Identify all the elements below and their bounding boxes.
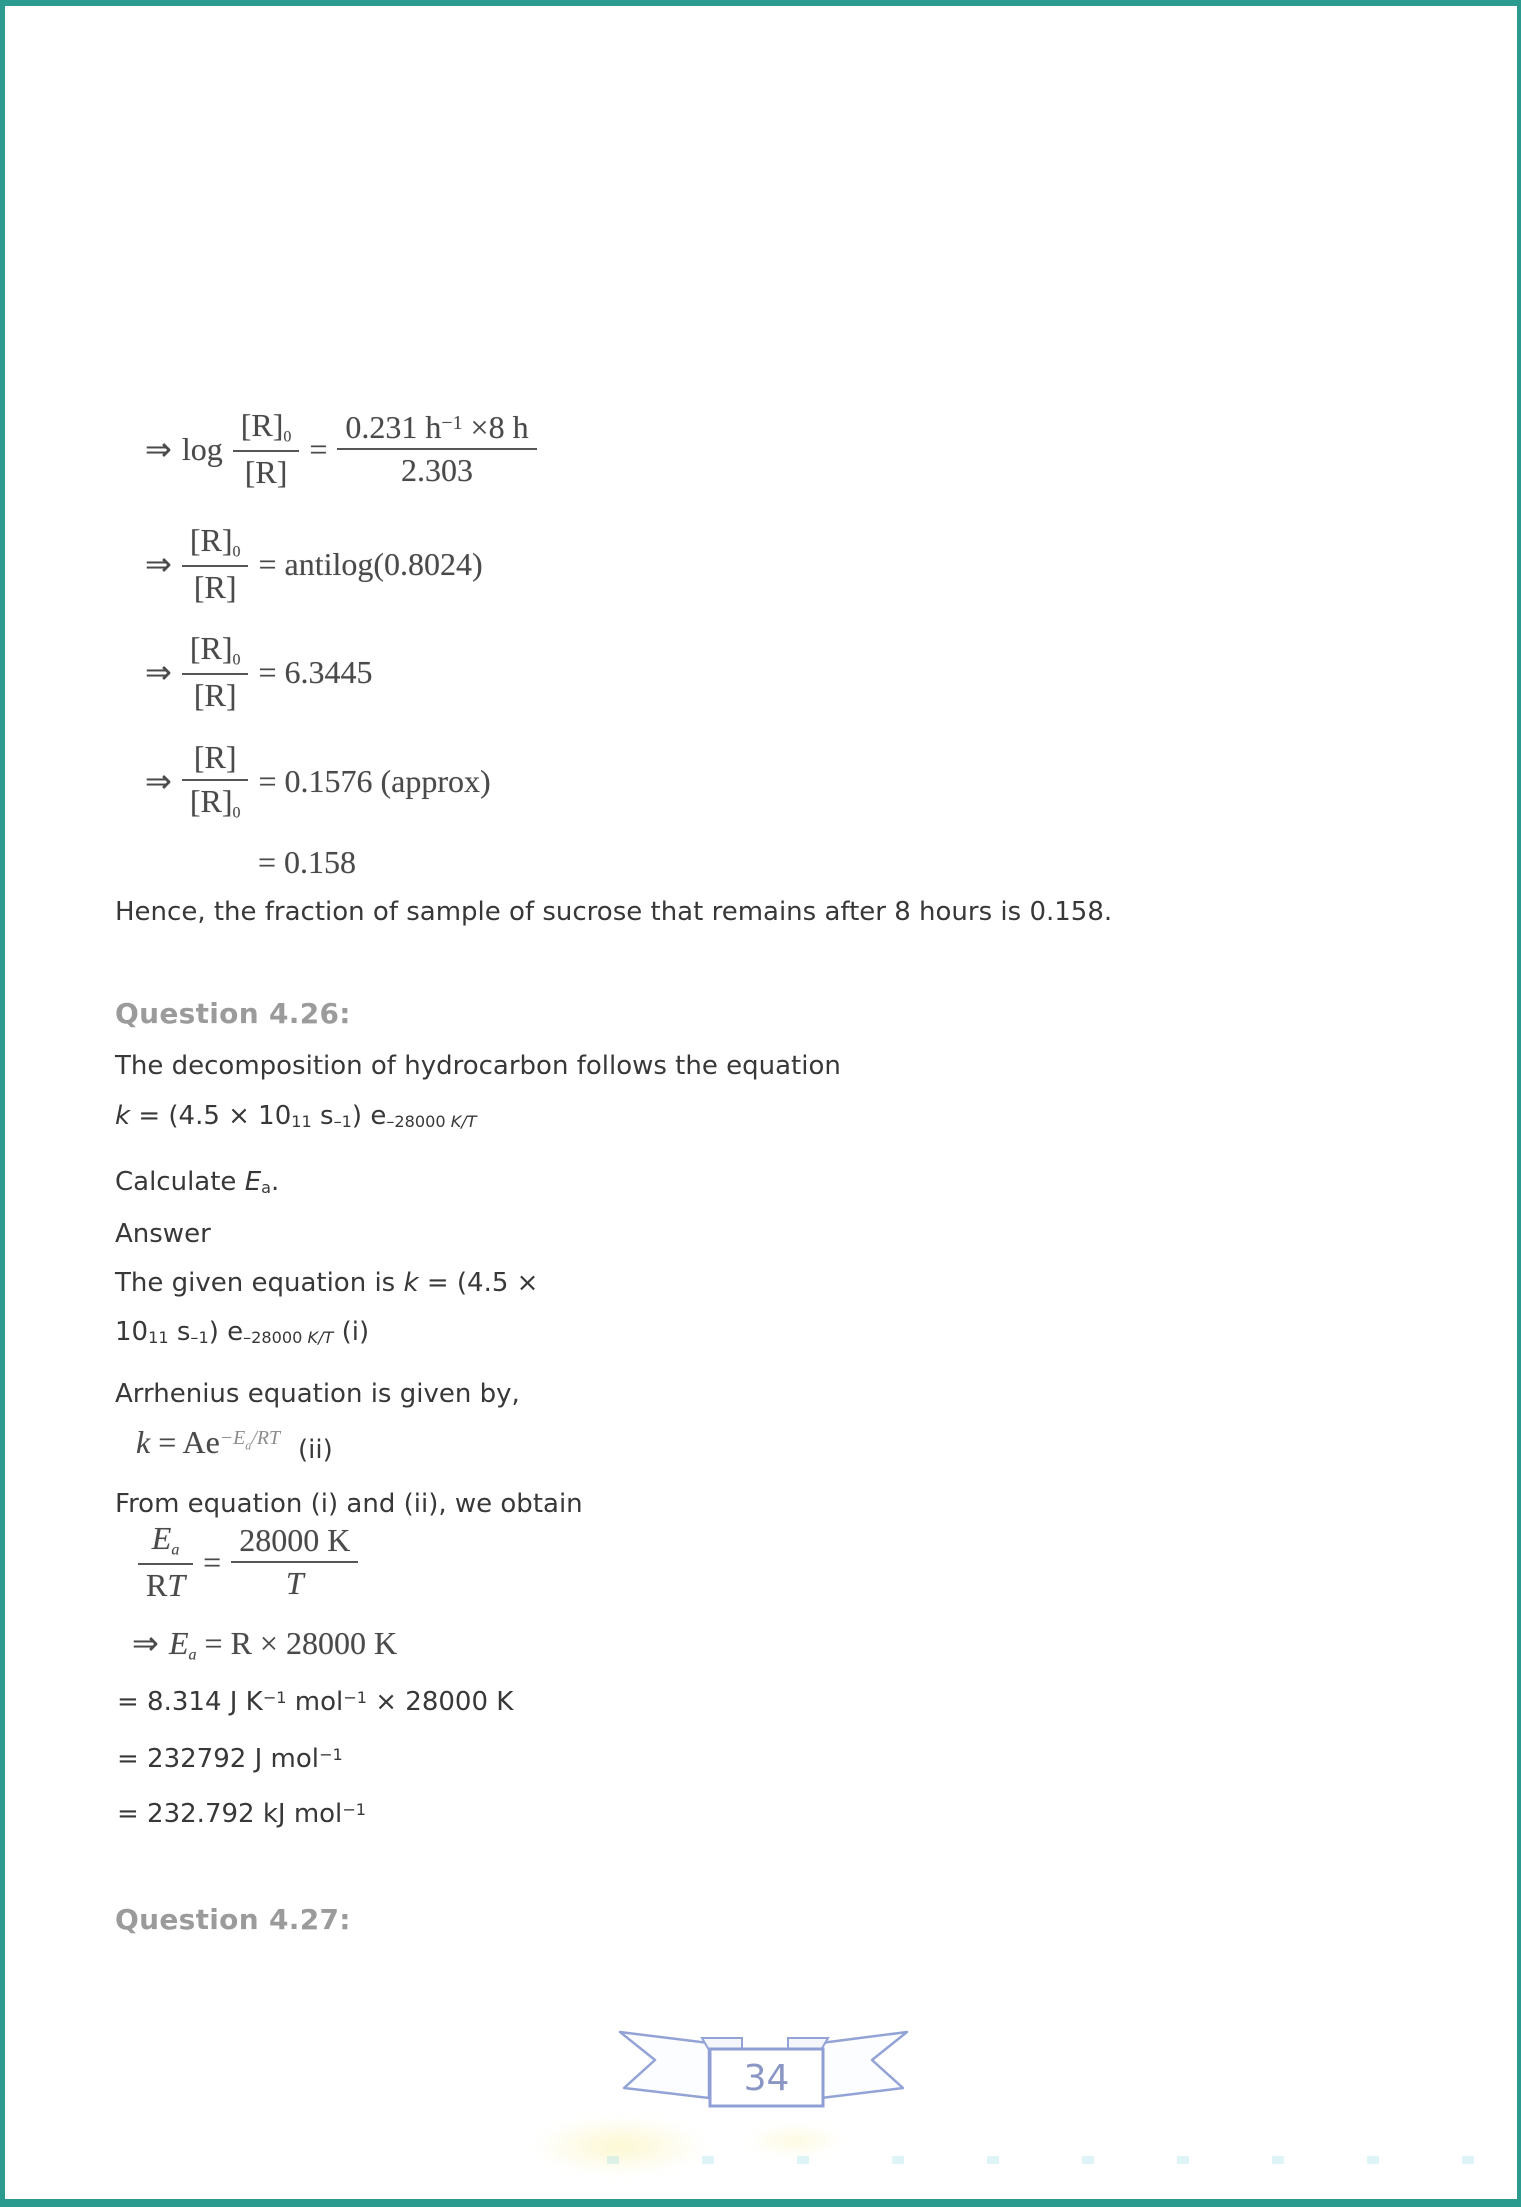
fraction-ea-rt xyxy=(138,1522,193,1603)
equation-rhs: = 0.1576 (approx) xyxy=(258,762,491,799)
arrhenius-equation xyxy=(136,1424,333,1465)
fraction-rate-term xyxy=(337,408,536,489)
page-number: 34 xyxy=(743,2057,790,2099)
fraction-denominator: RT xyxy=(138,1563,193,1603)
result-line-1: = 8.314 J $K^{-1}$ mol$^{-1}$ × 28000 K xyxy=(117,1687,514,1717)
equation-log-ratio xyxy=(145,409,537,490)
arrhenius-intro-line: Arrhenius equation is given by, xyxy=(115,1379,520,1409)
question-4-26-heading: Question 4.26: xyxy=(115,997,351,1030)
implies-icon: ⇒ xyxy=(145,653,172,692)
equation-number-label: (ii) xyxy=(298,1435,333,1465)
given-equation-line-2: $10_{11}$ $s_{-1}$) $e_{-28000}$ $_{K/T}$ (i) xyxy=(115,1317,370,1348)
fraction-r-over-r0 xyxy=(182,741,249,822)
page-number-ribbon xyxy=(610,2022,918,2118)
implies-icon: ⇒ xyxy=(145,430,172,469)
fraction-r0-over-r xyxy=(182,632,249,713)
rate-constant-equation-line: $k = (4.5 \times 10_{11}$ $s_{-1}$) $e_{-28000}$ $_{K/T}$ xyxy=(115,1101,477,1132)
scan-artifact-dashes xyxy=(607,2156,1497,2164)
fraction-numerator: [R]0 xyxy=(189,630,241,669)
fraction-28000k-t xyxy=(231,1521,358,1602)
conclusion-text: Hence, the fraction of sample of sucrose that remains after 8 hours is 0.158. xyxy=(115,897,1113,927)
calculate-ea-line: Calculate $E_a$. xyxy=(115,1167,280,1198)
fraction-r0-over-r xyxy=(233,409,300,490)
result-line-2: = 232792 J mol$^{-1}$ xyxy=(117,1744,343,1774)
fraction-numerator: Ea xyxy=(151,1520,180,1559)
implies-icon: ⇒ xyxy=(145,762,172,801)
result-line-3: = 232.792 kJ mol$^{-1}$ xyxy=(117,1799,367,1829)
question-4-27-heading: Question 4.27: xyxy=(115,1903,351,1936)
fraction-numerator: [R]0 xyxy=(189,522,241,561)
equation-rhs: = 6.3445 xyxy=(258,653,373,690)
from-equations-line: From equation (i) and (ii), we obtain xyxy=(115,1489,583,1519)
given-equation-line-1: The given equation is k = (4.5 × xyxy=(115,1268,539,1298)
log-operator: log xyxy=(181,430,223,467)
equation-body: $k = Ae^{-E}a^{/RT}$ xyxy=(136,1424,281,1460)
equation-rhs: = antilog(0.8024) xyxy=(258,545,483,582)
equation-ratio-value xyxy=(145,632,373,713)
fraction-denominator: [R] xyxy=(182,565,249,605)
fraction-r0-over-r xyxy=(182,524,249,605)
fraction-numerator: 0.231 $h^{-1} \times 8$ h xyxy=(345,408,529,445)
fraction-numerator: [R]0 xyxy=(240,407,292,446)
equals-sign: = xyxy=(203,1543,222,1580)
equation-ea-result: ⇒ Ea = R × 28000 K xyxy=(132,1624,398,1664)
fraction-denominator: 2.303 xyxy=(337,448,536,488)
fraction-denominator: [R]0 xyxy=(182,779,249,822)
implies-icon: ⇒ xyxy=(145,545,172,584)
scan-artifact-smudge xyxy=(500,2106,740,2186)
fraction-denominator: [R] xyxy=(233,450,300,490)
fraction-denominator: T xyxy=(231,1561,358,1601)
answer-label: Answer xyxy=(115,1219,211,1249)
equals-sign: = xyxy=(309,430,328,467)
question-text-line: The decomposition of hydrocarbon follows the equation xyxy=(115,1051,841,1081)
fraction-numerator: [R] xyxy=(193,739,237,775)
equation-ea-over-rt xyxy=(138,1522,358,1603)
fraction-numerator: 28000 K xyxy=(239,1521,351,1558)
fraction-denominator: [R] xyxy=(182,673,249,713)
equation-fraction-remaining xyxy=(145,741,491,822)
equation-final-value: = 0.158 xyxy=(258,844,357,880)
equation-antilog xyxy=(145,524,483,605)
